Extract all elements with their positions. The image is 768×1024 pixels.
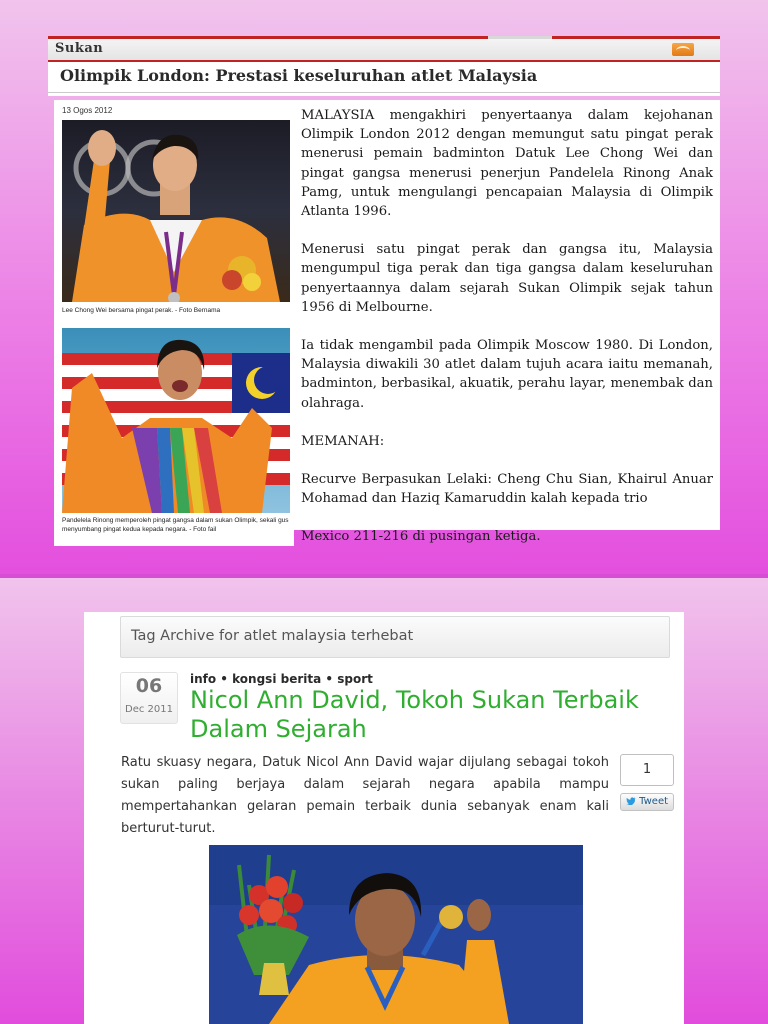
- photo-lee-chong-wei-illustration: [62, 120, 290, 302]
- post-date-day: 06: [135, 675, 163, 697]
- article-paragraph: MALAYSIA mengakhiri penyertaanya dalam kejohanan Olimpik London 2012 dengan memungut satu pingat perak menerusi pemain badminton Datuk Lee Chong Wei dan pingat gangsa menerusi penerjun Pandelela Rinong Anak Pamg, untuk mengulangi pencapaian Malaysia di Olimpik Atlanta 1996.: [301, 108, 713, 220]
- article-body: [301, 106, 713, 566]
- article-date: 13 Ogos 2012: [62, 106, 113, 115]
- article-paragraph: Recurve Berpasukan Lelaki: Cheng Chu Sian, Khairul Anuar Mohamad dan Haziq Kamaruddin kalah kepada trio: [301, 472, 713, 507]
- article-title: Olimpik London: Prestasi keseluruhan atlet Malaysia: [60, 66, 538, 85]
- blog-card: [84, 612, 684, 1024]
- article-subheading: MEMANAH:: [301, 433, 385, 449]
- post-title[interactable]: Nicol Ann David, Tokoh Sukan Terbaik Dalam Sejarah: [190, 686, 639, 743]
- article-text-box: [294, 100, 720, 545]
- photo-pandelela-illustration: [62, 328, 290, 513]
- article-paragraph: Ia tidak mengambil pada Olimpik Moscow 1980. Di London, Malaysia diwakili 30 atlet dalam tujuh acara iaitu memanah, badminton, berbasikal, akuatik, perahu layar, menembak dan olahraga.: [301, 338, 713, 411]
- article-paragraph: Mexico 211-216 di pusingan ketiga.: [301, 529, 541, 545]
- post-categories[interactable]: info • kongsi berita • sport: [190, 672, 373, 686]
- photo-lee-chong-wei: [62, 120, 290, 302]
- header-rule: [48, 92, 720, 93]
- tag-archive-bar: [120, 616, 670, 658]
- article-paragraph: Menerusi satu pingat perak dan gangsa itu, Malaysia mengumpul tiga perak dan tiga gangsa dalam keseluruhan penyertaannya dalam sejarah Sukan Olimpik sejak tahun 1956 di Melbourne.: [301, 242, 713, 315]
- photo-pandelela-rinong: [62, 328, 290, 513]
- tweet-button[interactable]: [620, 793, 674, 811]
- photo-column: [54, 100, 294, 546]
- section-bar: [48, 39, 720, 62]
- tag-archive-title: Tag Archive for atlet malaysia terhebat: [131, 628, 414, 644]
- twitter-bird-icon: [626, 797, 636, 805]
- post-excerpt: Ratu skuasy negara, Datuk Nicol Ann David wajar dijulang sebagai tokoh sukan paling berjaya dalam sejarah negara apabila mampu mempertahankan gelaran pemain terbaik dunia sebanyak enam kali berturut-turut.: [121, 755, 609, 836]
- divider: [0, 574, 768, 578]
- photo-nicol-ann-david: [209, 845, 583, 1024]
- article-header: [48, 36, 720, 96]
- photo-nicol-illustration: [209, 845, 583, 1024]
- section-label[interactable]: Sukan: [55, 41, 104, 56]
- post-date-month: Dec 2011: [125, 704, 173, 715]
- post-date-box: [120, 672, 178, 724]
- photo-caption-1: Lee Chong Wei bersama pingat perak. - Foto Bernama: [62, 307, 221, 314]
- photo-caption-2: Pandelela Rinong memperoleh pingat gangsa dalam sukan Olimpik, sekali gus menyumbang pingat kedua kepada negara. - Foto fail: [62, 517, 289, 533]
- tweet-count: 1: [620, 754, 674, 786]
- rss-icon[interactable]: [672, 43, 694, 56]
- tweet-label: Tweet: [639, 796, 669, 807]
